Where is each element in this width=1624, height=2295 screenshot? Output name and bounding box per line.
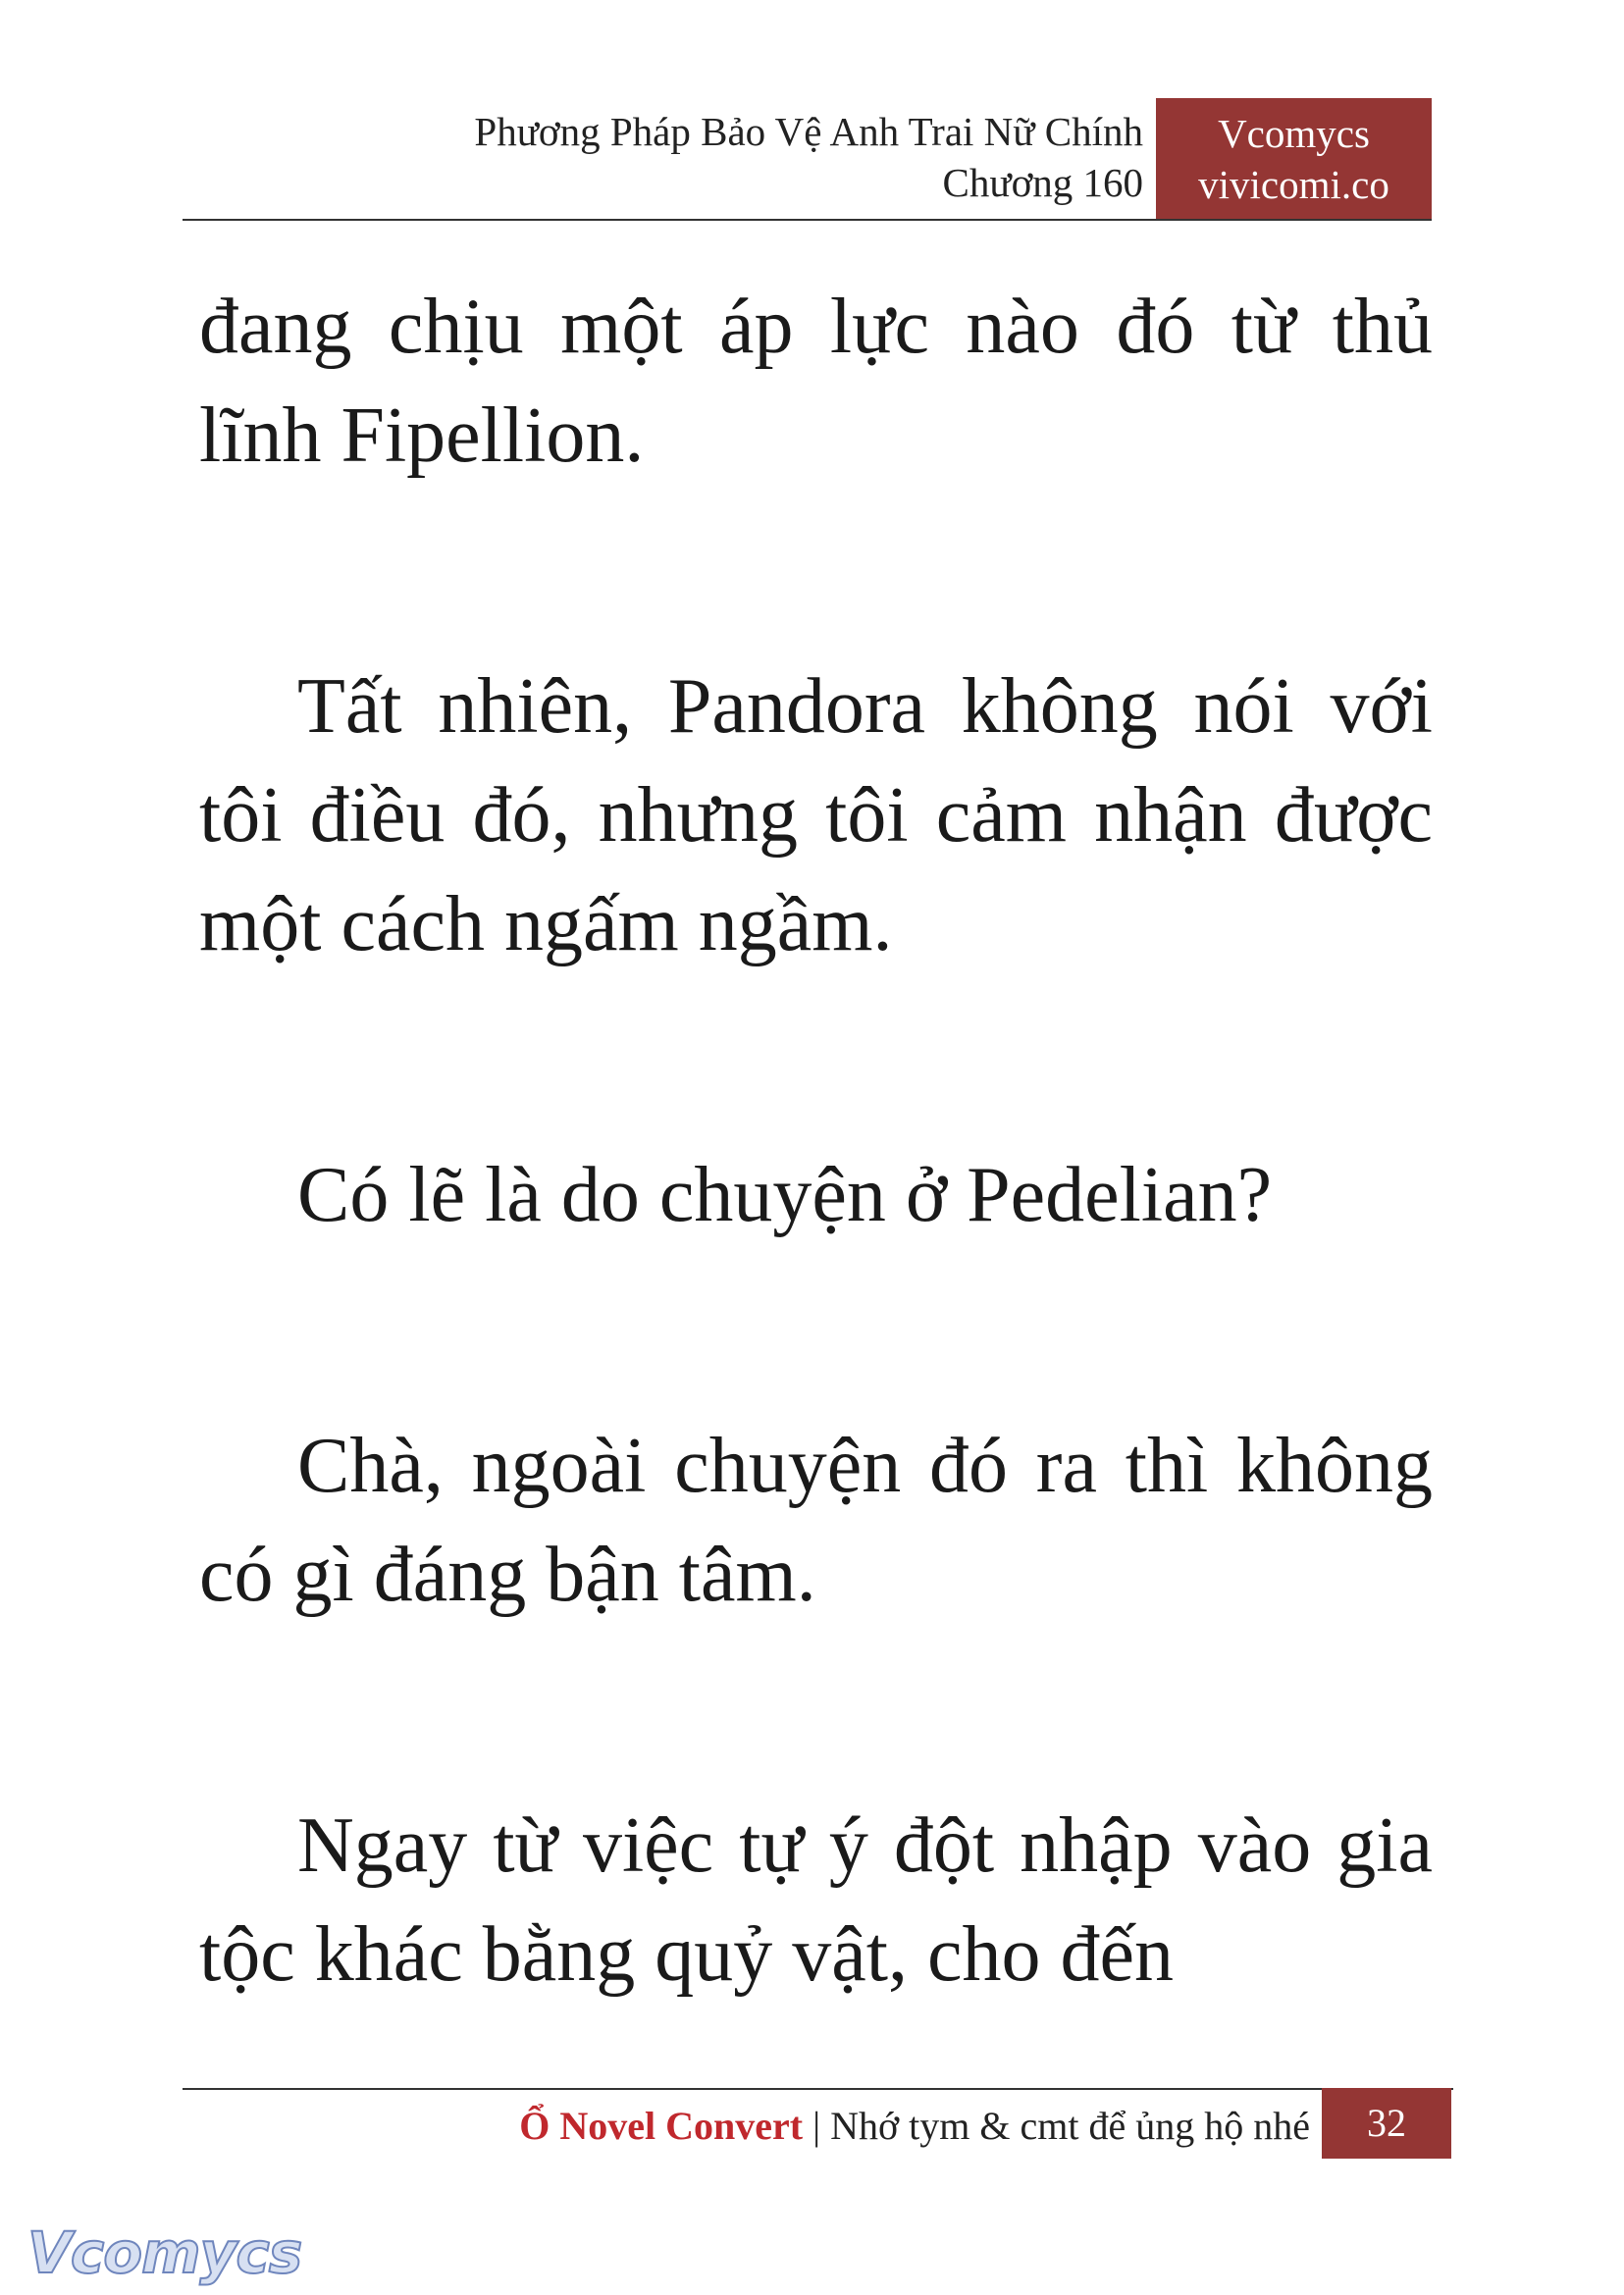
paragraph: Có lẽ là do chuyện ở Pedelian? (297, 1152, 1273, 1238)
footer-brand: Ổ Novel Convert (519, 2104, 804, 2148)
page-number-badge (1322, 2088, 1451, 2159)
book-title: Phương Pháp Bảo Vệ Anh Trai Nữ Chính (474, 109, 1143, 154)
footer-separator: | (812, 2104, 821, 2148)
page-number: 32 (1367, 2101, 1406, 2145)
footer-text (132, 2097, 1310, 2156)
footer-message: Nhớ tym & cmt để ủng hộ nhé (830, 2104, 1310, 2148)
paragraph: đang chịu một áp lực nào đó từ thủ lĩnh Fipellion. (199, 284, 1433, 479)
paragraph: Chà, ngoài chuyện đó ra thì không có gì đáng bận tâm. (199, 1423, 1433, 1618)
header-text-block (260, 106, 1143, 208)
story-text (199, 273, 1433, 2009)
header-divider (183, 219, 1432, 221)
paragraph: Tất nhiên, Pandora không nói với tôi điều đó, nhưng tôi cảm nhận được một cách ngấm ngầm. (199, 663, 1433, 967)
chapter-label: Chương 160 (942, 160, 1143, 205)
paragraph: Ngay từ việc tự ý đột nhập vào gia tộc khác bằng quỷ vật, cho đến (199, 1802, 1433, 1998)
site-badge (1156, 98, 1432, 220)
site-url: vivicomi.co (1198, 162, 1389, 207)
vcomycs-watermark-logo: Vcomycs (27, 2219, 302, 2286)
footer-divider (183, 2088, 1453, 2090)
site-name: Vcomycs (1218, 111, 1370, 156)
